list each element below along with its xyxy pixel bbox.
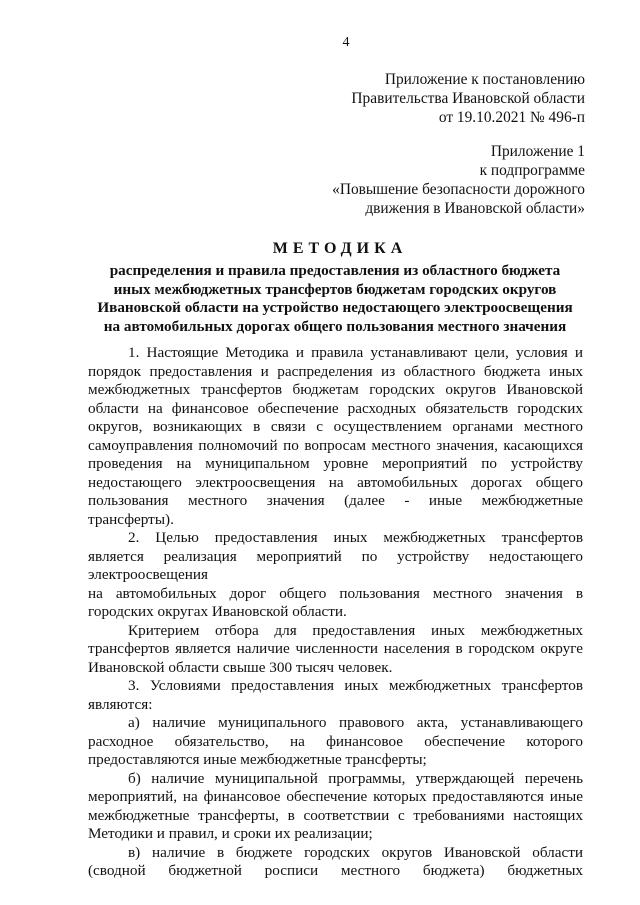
body-line: расходное обязательство, на финансовое обеспечение которого [88, 732, 583, 750]
appendix-header-line: Приложение к постановлению [384, 71, 585, 88]
document-body [88, 344, 583, 881]
document-subtitle [70, 262, 600, 336]
body-line: Методики и правил, и сроки их реализации; [88, 825, 373, 842]
appendix-sub-line: «Повышение безопасности дорожного [332, 181, 585, 198]
body-line: электроосвещения [88, 566, 208, 583]
body-line: порядок предоставления и распределения из областного бюджета иных [88, 362, 583, 380]
subtitle-line: иных межбюджетных трансфертов бюджетам городских округов [113, 280, 557, 298]
appendix-sub-line: движения в Ивановской области» [365, 200, 585, 217]
body-line: 2. Целью предоставления иных межбюджетных трансфертов [128, 529, 583, 546]
body-line: б) наличие муниципальной программы, утверждающей перечень [128, 769, 583, 787]
body-line: в) наличие в бюджете городских округов Ивановской области [128, 843, 583, 861]
body-line: а) наличие муниципального правового акта, устанавливающего [128, 714, 583, 731]
body-line: является реализация мероприятий по устройству недостающего [88, 547, 583, 565]
body-line: мероприятий, на финансовое обеспечение которых предоставляются иные [88, 788, 583, 805]
body-line: (сводной бюджетной росписи местного бюджета) бюджетных [88, 862, 583, 879]
body-line: недостающего электроосвещения на автомобильных дорогах общего [88, 473, 583, 491]
subtitle-line: Ивановской области на устройство недостающего электроосвещения [97, 299, 573, 316]
body-line: самоуправления полномочий по вопросам местного значения, касающихся [88, 436, 583, 454]
body-line: трансферты). [88, 510, 174, 528]
body-line: предоставляются иные межбюджетные трансферты; [88, 751, 427, 768]
page-number: 4 [342, 35, 350, 50]
subtitle-line: распределения и правила предоставления из областного бюджета [109, 262, 561, 279]
body-line: Критерием отбора для предоставления иных межбюджетных [128, 621, 583, 639]
appendix-sub-line: к подпрограмме [479, 162, 585, 179]
body-line: трансфертов является наличие численности населения в городском округе [88, 640, 583, 657]
document-title: МЕТОДИКА [272, 240, 408, 257]
subtitle-line: на автомобильных дорогах общего пользования местного значения [103, 317, 567, 335]
body-line: являются: [88, 695, 153, 713]
body-line: 1. Настоящие Методика и правила устанавливают цели, условия и [128, 344, 583, 361]
appendix-header-line: Правительства Ивановской области [351, 90, 585, 107]
appendix-sub-header [332, 142, 585, 218]
body-line: пользования местного значения (далее - иные межбюджетные [88, 492, 583, 509]
body-line: межбюджетные трансферты, в соответствии с требованиями настоящих [88, 806, 583, 824]
body-line: округов, возникающих в связи с осуществлением органами местного [88, 418, 583, 435]
appendix-header [351, 70, 585, 127]
body-line: на автомобильных дорог общего пользования местного значения в [88, 584, 583, 602]
body-line: 3. Условиями предоставления иных межбюджетных трансфертов [128, 677, 583, 694]
body-line: проведения на муниципальном уровне мероприятий по устройству [88, 455, 583, 472]
appendix-sub-line: Приложение 1 [490, 143, 585, 160]
body-line: области на финансовое обеспечение расходных обязательств городских [88, 399, 583, 417]
body-line: городских округах Ивановской области. [88, 603, 347, 620]
appendix-header-line: от 19.10.2021 № 496-п [438, 109, 585, 126]
body-line: межбюджетных трансфертов бюджетам городских округов Ивановской [88, 381, 583, 398]
body-line: Ивановской области свыше 300 тысяч человек. [88, 658, 393, 676]
